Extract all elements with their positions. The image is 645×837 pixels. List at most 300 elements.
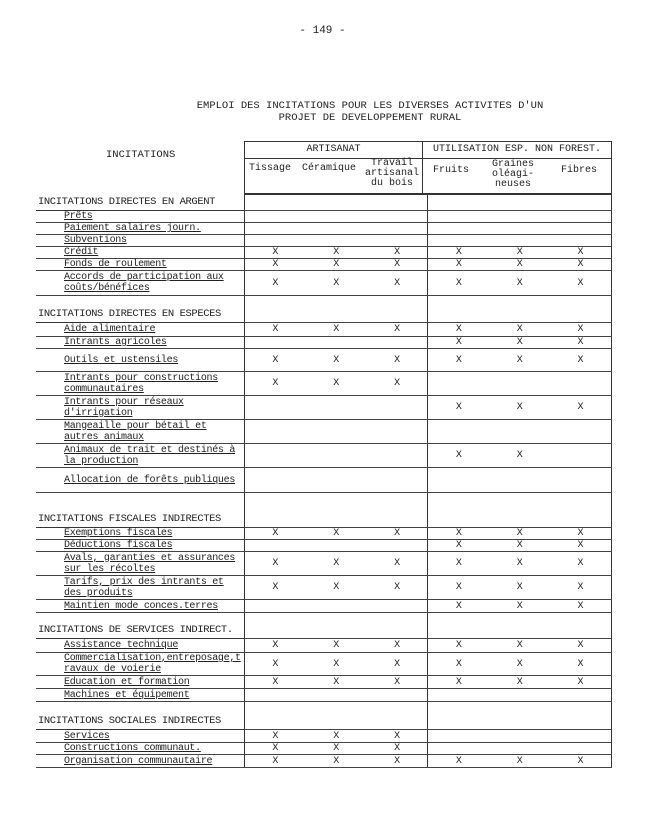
mark-cell (245, 211, 306, 222)
table-row (36, 337, 614, 349)
mark-cell (550, 689, 611, 701)
mark-cell: X (516, 277, 523, 289)
mark-cell (550, 296, 611, 322)
row-label-cell (36, 576, 244, 600)
row-label: Education et formation (64, 676, 190, 688)
row-label: Intrants pour constructions communautaires (64, 372, 218, 395)
mark-cell: X (367, 730, 429, 742)
table-row (36, 271, 614, 296)
mark-cell: X (516, 354, 523, 366)
section-label: INCITATIONS FISCALES INDIRECTES (38, 513, 221, 525)
row-label: Prêts (64, 211, 93, 222)
mark-cell: X (272, 730, 279, 742)
mark-cell: X (455, 528, 462, 539)
row-label: Outils et ustensiles (64, 354, 179, 366)
row-label-cell (36, 653, 244, 676)
mark-cell (550, 702, 611, 729)
row-cells (244, 337, 612, 349)
mark-cell (489, 743, 550, 754)
mark-cell: X (272, 247, 279, 258)
mark-cell (306, 223, 367, 234)
mark-cell (245, 600, 306, 612)
row-label-cell (36, 296, 244, 323)
mark-cell: X (577, 640, 584, 651)
mark-cell: X (455, 640, 462, 651)
mark-cell (306, 540, 367, 551)
section-row (36, 493, 614, 528)
table-title (150, 100, 590, 124)
row-label: Assistance technique (64, 640, 179, 651)
table-row (36, 223, 614, 235)
mark-cell: X (577, 324, 584, 335)
mark-cell (245, 296, 306, 322)
row-cells (244, 576, 612, 600)
mark-cell (367, 468, 429, 492)
mark-cell (306, 420, 367, 443)
col-fibres: Fibres (560, 165, 597, 176)
mark-cell: X (455, 337, 462, 348)
col-tissage: Tissage (248, 163, 291, 174)
row-label: Constructions communaut. (64, 743, 201, 754)
row-label: Paiement salaires journ. (64, 223, 201, 234)
table-row (36, 552, 614, 576)
col-ceramique: Céramique (301, 163, 356, 174)
row-label-cell (36, 247, 244, 259)
mark-cell: X (272, 558, 279, 569)
mark-cell: X (333, 324, 340, 335)
table-row (36, 211, 614, 223)
mark-cell: X (455, 755, 462, 767)
row-cells (244, 211, 612, 223)
row-label: Services (64, 730, 110, 742)
mark-cell: X (516, 337, 523, 348)
mark-cell: X (367, 552, 429, 575)
row-label-cell (36, 349, 244, 372)
mark-cell (489, 468, 550, 492)
mark-cell: X (577, 354, 584, 366)
row-label-cell (36, 540, 244, 552)
mark-cell: X (367, 653, 429, 675)
mark-cell: X (455, 676, 462, 688)
mark-cell (428, 689, 489, 701)
row-label: Animaux de trait et destinés à la production (64, 444, 236, 467)
mark-cell: X (272, 582, 279, 593)
row-cells (244, 528, 612, 540)
mark-cell (245, 337, 306, 348)
mark-cell (489, 420, 550, 443)
row-cells (244, 639, 612, 653)
mark-cell: X (333, 582, 340, 593)
row-label-cell (36, 337, 244, 349)
mark-cell: X (577, 247, 584, 258)
row-label: Avals, garanties et assurances sur les récoltes (64, 552, 236, 575)
mark-cell (550, 444, 611, 467)
row-label: Machines et équipement (64, 689, 190, 701)
mark-cell (245, 444, 306, 467)
mark-cell (367, 600, 429, 612)
row-cells (244, 743, 612, 755)
mark-cell (306, 689, 367, 701)
mark-cell: X (333, 247, 340, 258)
mark-cell (367, 613, 429, 638)
mark-cell (489, 235, 550, 246)
mark-cell (428, 420, 489, 443)
mark-cell (367, 493, 429, 527)
row-cells (244, 247, 612, 259)
mark-cell (489, 195, 550, 210)
col-travail-bois: Travail artisanal du bois (364, 158, 419, 189)
mark-cell: X (516, 402, 523, 413)
row-label-cell (36, 493, 244, 528)
mark-cell: X (455, 277, 462, 289)
table-row (36, 540, 614, 552)
mark-cell (245, 420, 306, 443)
mark-cell (306, 296, 367, 322)
mark-cell (245, 540, 306, 551)
mark-cell (550, 420, 611, 443)
mark-cell (367, 689, 429, 701)
mark-cell (489, 730, 550, 742)
mark-cell: X (455, 247, 462, 258)
table-row (36, 600, 614, 613)
mark-cell (306, 235, 367, 246)
section-label: INCITATIONS DE SERVICES INDIRECT. (38, 624, 233, 636)
col-fruits: Fruits (432, 165, 469, 176)
table-row (36, 730, 614, 743)
table-row (36, 689, 614, 702)
mark-cell: X (516, 755, 523, 767)
row-label: Maintien mode conces.terres (64, 600, 218, 612)
row-label-cell (36, 552, 244, 576)
mark-cell (245, 396, 306, 419)
mark-cell (489, 372, 550, 395)
table-row (36, 259, 614, 271)
mark-cell: X (333, 640, 340, 651)
mark-cell: X (272, 378, 279, 389)
mark-cell: X (516, 600, 523, 612)
mark-cell: X (455, 324, 462, 335)
mark-cell (550, 235, 611, 246)
section-label: INCITATIONS DIRECTES EN ESPECES (38, 308, 221, 320)
mark-cell: X (272, 640, 279, 651)
mark-cell: X (367, 528, 429, 539)
mark-cell (367, 195, 429, 210)
mark-cell (550, 730, 611, 742)
mark-cell (245, 493, 306, 527)
row-cells (244, 653, 612, 676)
mark-cell: X (272, 528, 279, 539)
mark-cell: X (367, 271, 429, 295)
incentives-table (36, 141, 614, 768)
mark-cell: X (333, 259, 340, 270)
row-cells (244, 259, 612, 271)
mark-cell (428, 493, 489, 527)
mark-cell: X (333, 676, 340, 688)
mark-cell: X (577, 582, 584, 593)
mark-cell: X (333, 277, 340, 289)
mark-cell (245, 613, 306, 638)
mark-cell: X (272, 354, 279, 366)
mark-cell: X (272, 324, 279, 335)
table-row (36, 653, 614, 676)
mark-cell (550, 223, 611, 234)
incitations-header: INCITATIONS (106, 149, 176, 161)
mark-cell: X (516, 247, 523, 258)
table-row (36, 576, 614, 600)
table-header (36, 141, 614, 195)
group-utilisation: UTILISATION ESP. NON FOREST. (423, 142, 611, 159)
table-row (36, 235, 614, 247)
mark-cell: X (333, 730, 340, 742)
mark-cell: X (577, 558, 584, 569)
mark-cell: X (577, 676, 584, 688)
row-label: Accords de participation aux coûts/bénéfices (64, 272, 224, 294)
mark-cell (367, 702, 429, 729)
row-label: Commercialisation,entreposage,travaux de voierie (64, 653, 241, 675)
row-cells (244, 552, 612, 576)
row-cells (244, 676, 612, 689)
mark-cell: X (367, 639, 429, 652)
mark-cell (489, 296, 550, 322)
row-label-cell (36, 600, 244, 613)
mark-cell (245, 689, 306, 701)
row-label-cell (36, 702, 244, 730)
mark-cell: X (516, 450, 523, 461)
mark-cell (306, 493, 367, 527)
mark-cell: X (367, 576, 429, 599)
mark-cell: X (577, 540, 584, 551)
mark-cell: X (272, 755, 279, 767)
row-cells (244, 755, 612, 768)
mark-cell (489, 211, 550, 222)
row-label-cell (36, 420, 244, 444)
row-cells (244, 702, 612, 730)
row-cells (244, 195, 612, 211)
row-label-cell (36, 195, 244, 211)
mark-cell: X (367, 323, 429, 336)
row-cells (244, 540, 612, 552)
mark-cell (550, 211, 611, 222)
mark-cell: X (455, 558, 462, 569)
mark-cell (489, 223, 550, 234)
mark-cell (428, 296, 489, 322)
row-cells (244, 235, 612, 247)
mark-cell (306, 600, 367, 612)
row-cells (244, 396, 612, 420)
mark-cell: X (272, 277, 279, 289)
mark-cell: X (333, 658, 340, 670)
row-label-cell (36, 323, 244, 337)
mark-cell (306, 468, 367, 492)
mark-cell (245, 195, 306, 210)
mark-cell (550, 372, 611, 395)
section-label: INCITATIONS DIRECTES EN ARGENT (38, 196, 216, 208)
table-row (36, 676, 614, 689)
mark-cell (489, 702, 550, 729)
section-row (36, 195, 614, 211)
table-row (36, 396, 614, 420)
mark-cell: X (516, 540, 523, 551)
mark-cell: X (455, 600, 462, 612)
row-cells (244, 271, 612, 296)
row-label-cell (36, 689, 244, 702)
row-label: Subventions (64, 235, 127, 246)
mark-cell (489, 689, 550, 701)
mark-cell (550, 493, 611, 527)
header-grid (244, 141, 612, 195)
mark-cell (428, 223, 489, 234)
mark-cell: X (333, 528, 340, 539)
mark-cell (367, 235, 429, 246)
row-cells (244, 613, 612, 639)
row-label: Aide alimentaire (64, 324, 156, 335)
mark-cell: X (577, 658, 584, 670)
mark-cell: X (577, 277, 584, 289)
mark-cell: X (455, 540, 462, 551)
row-cells (244, 349, 612, 372)
mark-cell: X (455, 259, 462, 270)
page-number: - 149 - (299, 25, 346, 37)
mark-cell (428, 468, 489, 492)
col-graines: Graines oléagi- neuses (491, 159, 534, 190)
mark-cell: X (272, 259, 279, 270)
row-label: Fonds de roulement (64, 259, 167, 270)
row-cells (244, 420, 612, 444)
title-line-1: EMPLOI DES INCITATIONS POUR LES DIVERSES ACTIVITES D'UN (196, 100, 544, 112)
mark-cell (428, 702, 489, 729)
section-row (36, 296, 614, 323)
row-label-cell (36, 444, 244, 468)
mark-cell (489, 493, 550, 527)
mark-cell: X (367, 372, 429, 395)
row-cells (244, 468, 612, 493)
mark-cell: X (333, 354, 340, 366)
row-label: Déductions fiscales (64, 540, 173, 551)
mark-cell (428, 613, 489, 638)
table-row (36, 349, 614, 372)
mark-cell: X (516, 640, 523, 651)
mark-cell (489, 613, 550, 638)
row-cells (244, 730, 612, 743)
mark-cell: X (333, 378, 340, 389)
mark-cell (245, 702, 306, 729)
mark-cell: X (333, 743, 340, 754)
row-label-cell (36, 755, 244, 768)
table-row (36, 639, 614, 653)
row-label-cell (36, 223, 244, 235)
table-row (36, 444, 614, 468)
mark-cell: X (516, 658, 523, 670)
row-label: Allocation de forêts publiques (64, 474, 236, 486)
title-line-2: PROJET DE DEVELOPPEMENT RURAL (278, 112, 462, 124)
mark-cell (367, 223, 429, 234)
mark-cell (306, 444, 367, 467)
row-label-cell (36, 235, 244, 247)
row-cells (244, 223, 612, 235)
row-label-cell (36, 528, 244, 540)
mark-cell: X (455, 354, 462, 366)
mark-cell: X (577, 528, 584, 539)
mark-cell: X (455, 658, 462, 670)
row-cells (244, 600, 612, 613)
row-cells (244, 372, 612, 396)
table-row (36, 372, 614, 396)
row-label-cell (36, 259, 244, 271)
mark-cell (367, 337, 429, 348)
row-label-cell (36, 271, 244, 296)
mark-cell: X (333, 558, 340, 569)
row-label: Exemptions fiscales (64, 528, 173, 539)
table-row (36, 743, 614, 755)
row-label: Crédit (64, 247, 99, 258)
table-row (36, 528, 614, 540)
row-cells (244, 493, 612, 528)
mark-cell (306, 211, 367, 222)
table-row (36, 755, 614, 768)
row-label: Intrants agricoles (64, 337, 167, 348)
row-label-cell (36, 743, 244, 755)
row-cells (244, 444, 612, 468)
row-label: Tarifs, prix des intrants et des produits (64, 576, 224, 599)
mark-cell: X (577, 259, 584, 270)
section-row (36, 702, 614, 730)
row-cells (244, 323, 612, 337)
row-cells (244, 689, 612, 702)
mark-cell: X (367, 743, 429, 754)
mark-cell (306, 613, 367, 638)
table-row (36, 420, 614, 444)
mark-cell (306, 337, 367, 348)
mark-cell: X (516, 676, 523, 688)
section-label: INCITATIONS SOCIALES INDIRECTES (38, 715, 221, 727)
mark-cell (428, 730, 489, 742)
row-label-cell (36, 730, 244, 743)
row-label: Intrants pour réseaux d'irrigation (64, 396, 184, 419)
mark-cell: X (516, 259, 523, 270)
table-row (36, 247, 614, 259)
mark-cell: X (367, 676, 429, 688)
table-body (36, 195, 614, 768)
table-row (36, 468, 614, 493)
mark-cell: X (577, 600, 584, 612)
row-label-cell (36, 372, 244, 396)
table-row (36, 323, 614, 337)
mark-cell: X (577, 755, 584, 767)
mark-cell (550, 613, 611, 638)
section-row (36, 613, 614, 639)
row-label: Organisation communautaire (64, 755, 213, 767)
mark-cell (550, 195, 611, 210)
mark-cell (428, 743, 489, 754)
mark-cell (367, 444, 429, 467)
mark-cell (245, 235, 306, 246)
mark-cell: X (455, 582, 462, 593)
mark-cell (245, 468, 306, 492)
mark-cell (367, 211, 429, 222)
mark-cell (367, 296, 429, 322)
mark-cell: X (367, 755, 429, 767)
mark-cell (428, 211, 489, 222)
row-label-cell (36, 396, 244, 420)
mark-cell: X (455, 402, 462, 413)
row-label-cell (36, 676, 244, 689)
mark-cell (428, 195, 489, 210)
row-label-cell (36, 639, 244, 653)
mark-cell: X (333, 755, 340, 767)
mark-cell: X (455, 450, 462, 461)
mark-cell: X (367, 259, 429, 270)
mark-cell: X (367, 247, 429, 258)
